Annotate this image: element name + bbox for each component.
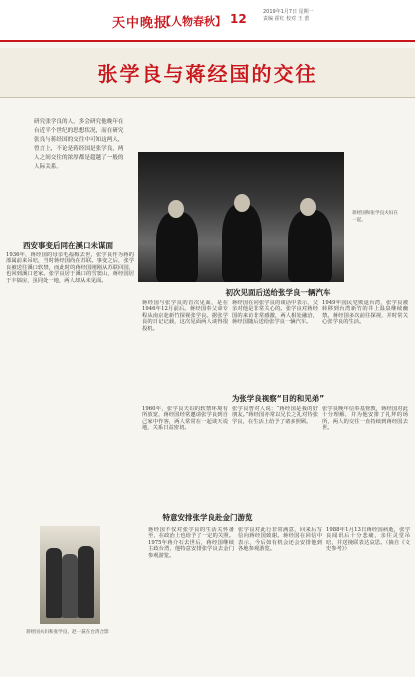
intro-paragraph: 研究张学良的人，多会研究他晚年在台近半个世纪的思想状况，而在研究张良与蒋经国的交往中可知这两人，曾言上，不论是蒋经国是张学良，两人之间交往的浓厚都是超越了一般的人际关系。 bbox=[34, 119, 124, 170]
article-column: 1988年1月13日蒋经国病逝，张学良闻讯后十分悲痛，亲往灵堂吊唁，并送挽联表达哀思。（摘自《文史参考》） bbox=[326, 527, 410, 553]
section-name: 【人物春秋】 bbox=[160, 15, 226, 28]
article-column: 1960年，张学良夫妇的软禁环境有所放宽，蒋经国经常邀请张学良到自己家中作客，两人常常在一起谈天说地，关系日益密切。 bbox=[142, 406, 228, 432]
article-column: 1936年，蒋经国的母亲毛福梅去世，张学良作为蒋的部属前来吊唁，当时蒋经国尚在苏联。事变之后，张学良被送往溪口软禁，而此时的蒋经国刚刚从苏联回国，也回到溪口老家。张学良居于溪口的雪窦山，蒋经国居于丰镐房，虽同处一地，两人却从未见面。 bbox=[6, 252, 134, 284]
photo-caption: 蒋经国夫妇和张学良、赵一荻在台湾合影 bbox=[26, 630, 109, 635]
editor-credits: 责编 霍红 校对 王 蕾 bbox=[263, 16, 310, 22]
article-column: 1949年国民党败退台湾，张学良被转移到台湾新竹的井上温泉继续幽禁。蒋经国多次前往探视，并时常关心张学良的生活。 bbox=[322, 300, 408, 326]
article-column: 蒋经国与张学良的首次见面，是在1946年12月前后。蒋经国奉父命专程从南京赴新竹探视张学良。据张学良的日记记载，这次见面两人谈得很投机。 bbox=[142, 300, 228, 332]
section-heading-4: 特意安排张学良赴金门游览 bbox=[162, 513, 253, 522]
section-heading-2: 初次见面后送给张学良一辆汽车 bbox=[225, 288, 331, 297]
date-box bbox=[263, 9, 383, 23]
issue-date: 2019年1月7日 星期一 bbox=[263, 9, 314, 15]
page-number: 12 bbox=[230, 12, 247, 26]
newspaper-logo: 天中晚报 bbox=[112, 16, 169, 31]
article-column: 张学良晚年信奉基督教，蒋经国对此十分理解，并为他安排了礼拜的场所，两人的交往一直持续到蒋经国去世。 bbox=[322, 406, 408, 432]
section-heading-3: 为张学良视察“目的和见弟” bbox=[231, 394, 325, 403]
article-column: 张学良对此行非常满意，回来后写信向蒋经国致谢。蒋经国在回信中表示，今后如有机会还会安排他到各地参观游览。 bbox=[238, 527, 322, 553]
photo-caption: 蒋经国和张学良夫妇在一起。 bbox=[352, 211, 398, 223]
article-column: 蒋经国在同张学良的谈话中表示，父亲对他是非常关心的。张学良对蒋经国的来访非常感激，两人相处融洽，蒋经国随后送给张学良一辆汽车。 bbox=[232, 300, 318, 326]
article-column: 张学良曾对人说：“蒋经国是我的好朋友。”蒋经国亦常以兄长之礼对待张学良，在生活上给予了诸多照顾。 bbox=[232, 406, 318, 425]
article-column: 蒋经国不仅对张学良的生活关怀备至，在政治上也给予了一定的关照。1975年蒋介石去世后，蒋经国继续主政台湾，他特意安排张学良去金门参观游览。 bbox=[148, 527, 234, 559]
photo-group-portrait bbox=[40, 526, 100, 624]
section-heading-1: 西安事变后同在溪口未谋面 bbox=[23, 241, 113, 250]
page-title: 张学良与蒋经国的交往 bbox=[97, 62, 318, 86]
photo-jiang-and-zhang bbox=[138, 152, 344, 282]
